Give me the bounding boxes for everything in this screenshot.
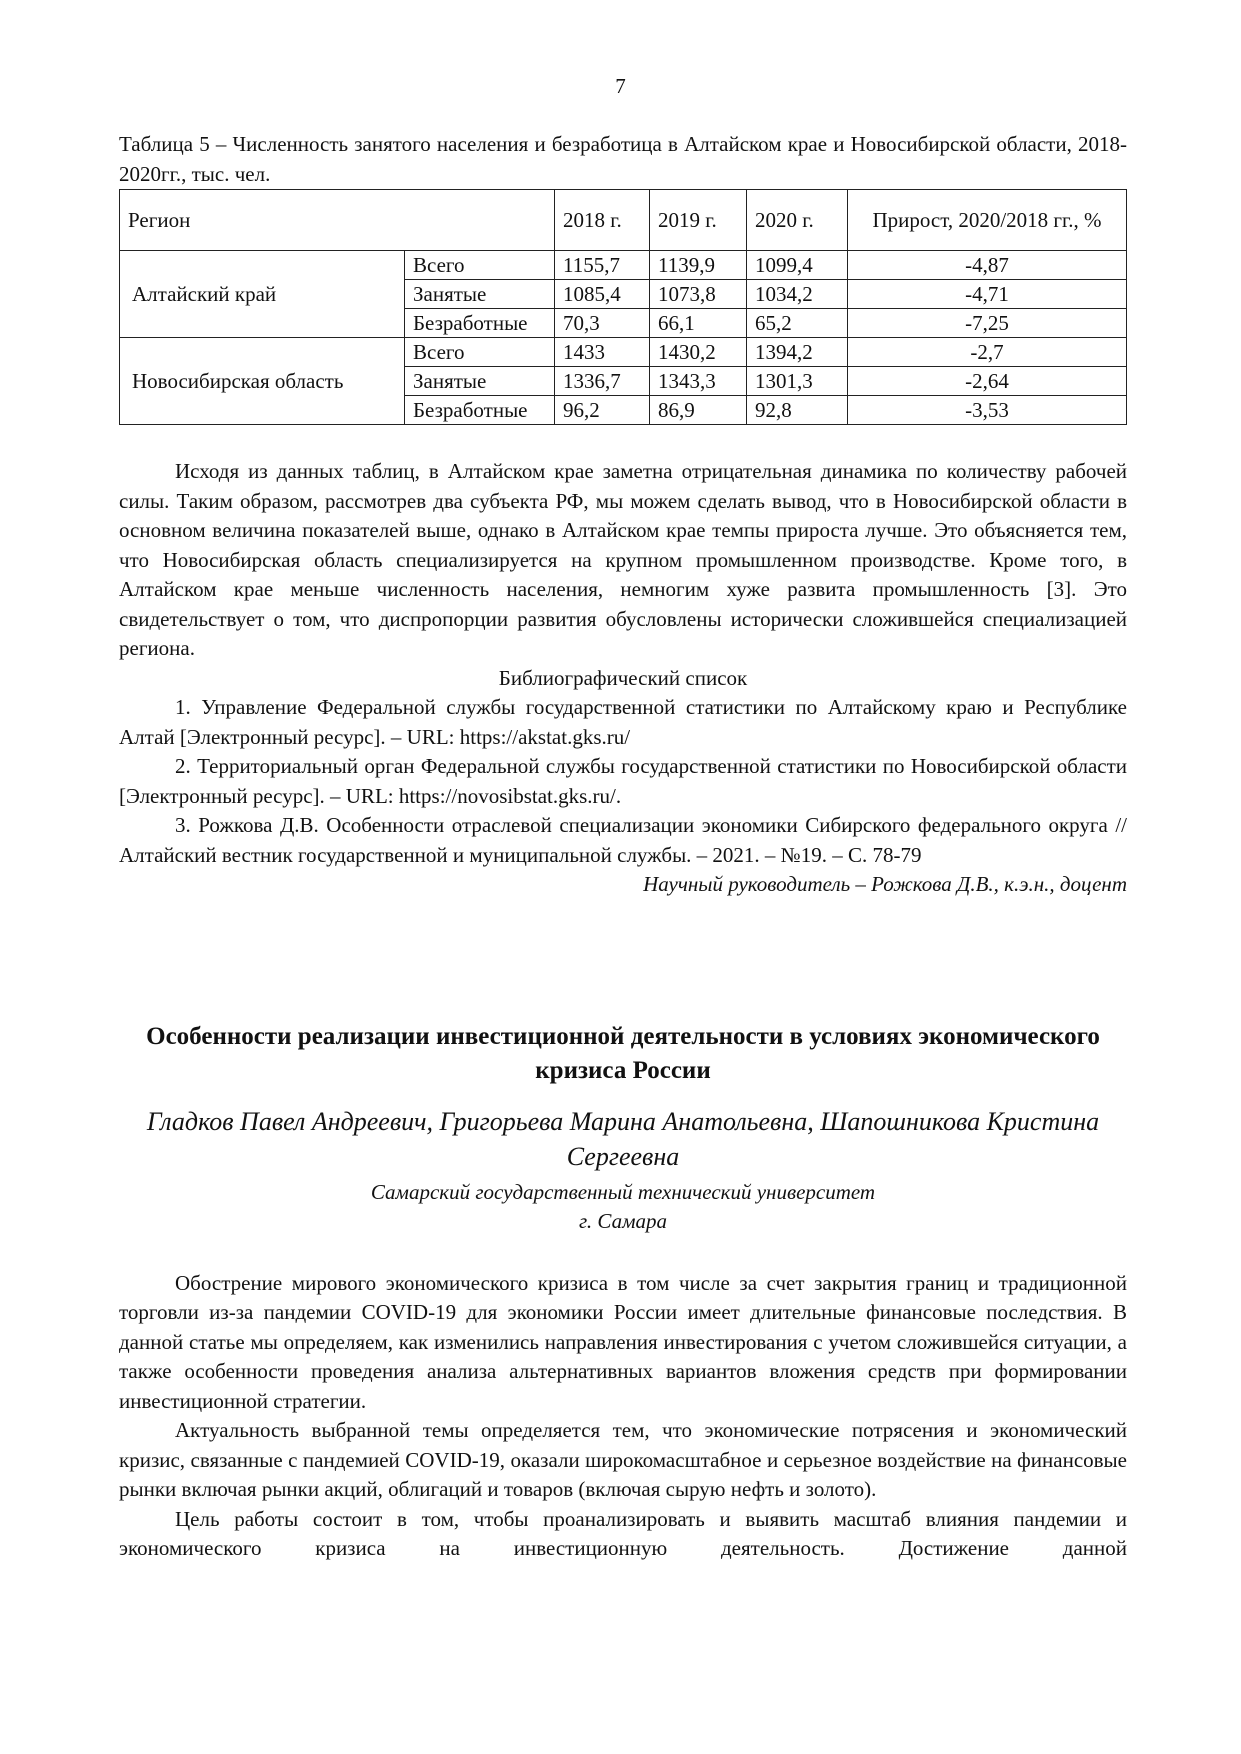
value-2018: 1085,4: [555, 280, 650, 309]
type-cell: Занятые: [405, 280, 555, 309]
page-number: 7: [615, 74, 626, 98]
value-2019: 1073,8: [650, 280, 747, 309]
region-cell: Новосибирская область: [120, 338, 405, 425]
value-2019: 1343,3: [650, 367, 747, 396]
value-2019: 1430,2: [650, 338, 747, 367]
table-row: [120, 338, 1127, 367]
value-2020: 1394,2: [747, 338, 848, 367]
value-2019: 1139,9: [650, 251, 747, 280]
type-cell: Безработные: [405, 309, 555, 338]
value-2020: 92,8: [747, 396, 848, 425]
value-growth: -2,7: [848, 338, 1127, 367]
type-cell: Всего: [405, 338, 555, 367]
header-growth: Прирост, 2020/2018 гг., %: [848, 190, 1127, 251]
value-growth: -4,71: [848, 280, 1127, 309]
article-city: г. Самара: [579, 1208, 667, 1233]
value-2018: 1155,7: [555, 251, 650, 280]
article-university: Самарский государственный технический университет: [370, 1179, 876, 1204]
bibliography-item: 3. Рожкова Д.В. Особенности отраслевой специализации экономики Сибирского федерального округа // Алтайский вестник государственной и муниципальной службы. – 2021. – №19. – С. 78-79: [119, 813, 1127, 867]
article-paragraph: Обострение мирового экономического кризиса в том числе за счет закрытия границ и традиционной торговли из-за пандемии COVID-19 для экономики России имеет длительные финансовые последствия. В данной статье мы определяем, как изменились направления инвестирования с учетом сложившейся ситуации, а также особенности проведения анализа альтернативных вариантов вложения средств при формировании инвестиционной стратегии.: [119, 1270, 1127, 1413]
table-caption: Таблица 5 – Численность занятого населения и безработица в Алтайском крае и Новосибирской области, 2018-2020гг., тыс. чел.: [119, 132, 1127, 186]
value-2018: 70,3: [555, 309, 650, 338]
value-2019: 86,9: [650, 396, 747, 425]
header-2020: 2020 г.: [747, 190, 848, 251]
value-2020: 1301,3: [747, 367, 848, 396]
value-2018: 1336,7: [555, 367, 650, 396]
article-paragraph: Актуальность выбранной темы определяется тем, что экономические потрясения и экономический кризис, связанные с пандемией COVID-19, оказали широкомасштабное и серьезное воздействие на финансовые рынки включая рынки акций, облигаций и товаров (включая сырую нефть и золото).: [119, 1418, 1127, 1501]
type-cell: Всего: [405, 251, 555, 280]
value-2018: 1433: [555, 338, 650, 367]
conclusion-paragraph: Исходя из данных таблиц, в Алтайском крае заметна отрицательная динамика по количеству рабочей силы. Таким образом, рассмотрев два субъекта РФ, мы можем сделать вывод, что в Новосибирской области в основном величина показателей выше, однако в Алтайском крае темпы прироста лучше. Это объясняется тем, что Новосибирская область специализируется на крупном промышленном производстве. Кроме того, в Алтайском крае меньше численность населения, немногим хуже развита промышленность [3]. Это свидетельствует о том, что диспропорции развития обусловлены исторически сложившейся специализацией региона.: [119, 459, 1127, 660]
employment-table: [119, 189, 1127, 425]
value-2018: 96,2: [555, 396, 650, 425]
region-cell: Алтайский край: [120, 251, 405, 338]
value-2020: 65,2: [747, 309, 848, 338]
bibliography-heading: Библиографический список: [498, 665, 748, 690]
article-authors: Гладков Павел Андреевич, Григорьева Марина Анатольевна, Шапошникова Кристина Сергеевна: [146, 1106, 1100, 1171]
bibliography-item: 2. Территориальный орган Федеральной службы государственной статистики по Новосибирской области [Электронный ресурс]. – URL: https://novosibstat.gks.ru/.: [119, 754, 1127, 808]
header-2018: 2018 г.: [555, 190, 650, 251]
bibliography-item: 1. Управление Федеральной службы государственной статистики по Алтайскому краю и Республике Алтай [Электронный ресурс]. – URL: https://akstat.gks.ru/: [119, 695, 1127, 749]
value-growth: -2,64: [848, 367, 1127, 396]
value-growth: -3,53: [848, 396, 1127, 425]
value-2020: 1034,2: [747, 280, 848, 309]
page-content: [119, 130, 1127, 1564]
table-header-row: [120, 190, 1127, 251]
article-paragraph: Цель работы состоит в том, чтобы проанализировать и выявить масштаб влияния пандемии и экономического кризиса на инвестиционную деятельность. Достижение данной: [119, 1506, 1127, 1560]
value-2020: 1099,4: [747, 251, 848, 280]
type-cell: Занятые: [405, 367, 555, 396]
table-row: [120, 251, 1127, 280]
value-2019: 66,1: [650, 309, 747, 338]
supervisor-line: Научный руководитель – Рожкова Д.В., к.э.н., доцент: [643, 872, 1127, 896]
value-growth: -4,87: [848, 251, 1127, 280]
header-2019: 2019 г.: [650, 190, 747, 251]
article-title: Особенности реализации инвестиционной деятельности в условиях экономического кризиса России: [146, 1022, 1100, 1084]
header-region: Регион: [120, 190, 555, 251]
type-cell: Безработные: [405, 396, 555, 425]
value-growth: -7,25: [848, 309, 1127, 338]
